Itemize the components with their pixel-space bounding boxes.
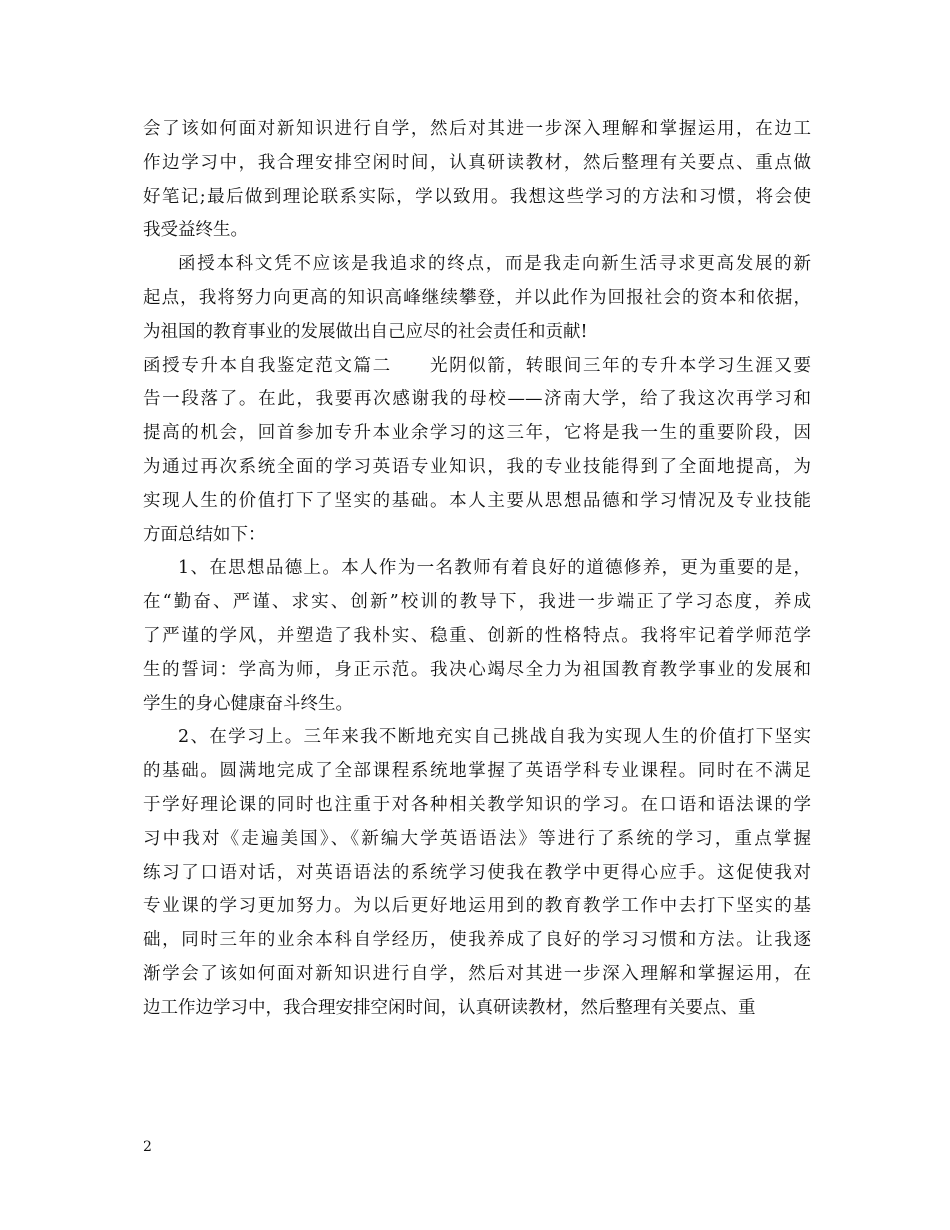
page-number: 2 [143,1139,152,1155]
paragraph [143,248,811,349]
text-line: 函授专升本自我鉴定范文篇二 光阴似箭，转眼间三年的专升本学习生涯又要 [143,355,811,376]
text-line: 于学好理论课的同时也注重于对各种相关教学知识的学习。在口语和语法课的学 [143,794,811,815]
document-body [143,113,811,1026]
text-line: 练习了口语对话，对英语语法的系统学习使我在教学中更得心应手。这促使我对 [143,862,811,883]
text-line: 为通过再次系统全面的学习英语专业知识，我的专业技能得到了全面地提高，为 [143,456,811,477]
paragraph [143,113,811,248]
text-line: 2、在学习上。三年来我不断地充实自己挑战自我为实现人生的价值打下坚实 [178,727,811,748]
text-line: 边工作边学习中，我合理安排空闲时间，认真研读教材，然后整理有关要点、重 [143,997,756,1018]
text-line: 提高的机会，回首参加专升本业余学习的这三年，它将是我一生的重要阶段，因 [143,423,811,444]
paragraph [143,721,811,1025]
text-line: 起点，我将努力向更高的知识高峰继续攀登，并以此作为回报社会的资本和依据， [143,287,811,308]
text-line: 告一段落了。在此，我要再次感谢我的母校——济南大学，给了我这次再学习和 [143,389,811,410]
paragraph [143,552,811,721]
text-line: 函授本科文凭不应该是我追求的终点，而是我走向新生活寻求更高发展的新 [178,254,811,275]
text-line: 学生的身心健康奋斗终生。 [143,693,353,714]
text-line: 方面总结如下： [143,524,266,545]
text-line: 我受益终生。 [143,220,248,241]
text-line: 专业课的学习更加努力。为以后更好地运用到的教育教学工作中去打下坚实的基 [143,896,811,917]
text-line: 在“勤奋、严谨、求实、创新”校训的教导下，我进一步端正了学习态度，养成 [143,592,811,613]
text-line: 实现人生的价值打下了坚实的基础。本人主要从思想品德和学习情况及专业技能 [143,490,811,511]
text-line: 础，同时三年的业余本科自学经历，使我养成了良好的学习习惯和方法。让我逐 [143,930,811,951]
text-line: 作边学习中，我合理安排空闲时间，认真研读教材，然后整理有关要点、重点做 [143,152,811,173]
text-line: 渐学会了该如何面对新知识进行自学，然后对其进一步深入理解和掌握运用，在 [143,963,811,984]
text-line: 为祖国的教育事业的发展做出自己应尽的社会责任和贡献! [143,321,588,342]
text-line: 好笔记;最后做到理论联系实际，学以致用。我想这些学习的方法和习惯，将会使 [143,186,811,207]
text-line: 习中我对《走遍美国》、《新编大学英语语法》等进行了系统的学习，重点掌握 [143,828,811,849]
text-line: 生的誓词：学高为师，身正示范。我决心竭尽全力为祖国教育教学事业的发展和 [143,659,811,680]
text-line: 的基础。圆满地完成了全部课程系统地掌握了英语学科专业课程。同时在不满足 [143,761,811,782]
text-line: 会了该如何面对新知识进行自学，然后对其进一步深入理解和掌握运用，在边工 [143,119,811,139]
text-line: 了严谨的学风，并塑造了我朴实、稳重、创新的性格特点。我将牢记着学师范学 [143,625,811,646]
paragraph [143,350,811,553]
text-line: 1、在思想品德上。本人作为一名教师有着良好的道德修养，更为重要的是， [178,558,811,579]
